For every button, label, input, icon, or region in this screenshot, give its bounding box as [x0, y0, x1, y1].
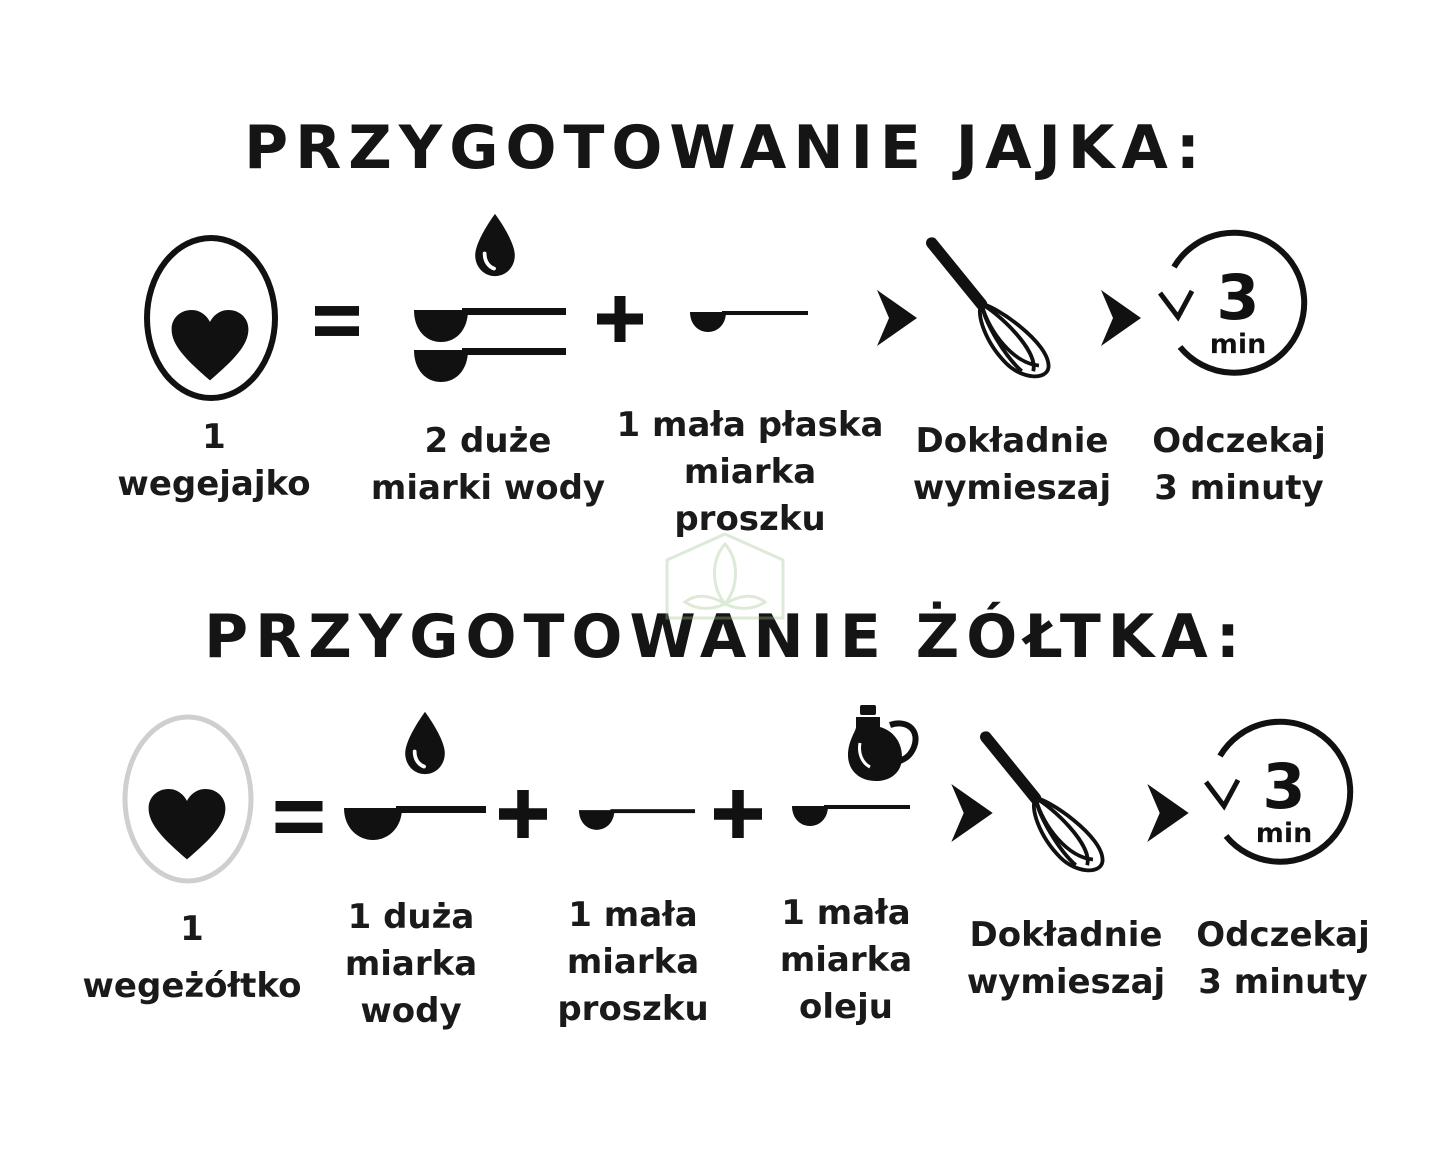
small-scoop-icon [790, 802, 912, 828]
timer-unit: min [1209, 329, 1267, 360]
plus-icon [714, 790, 762, 838]
timer-number: 3 [1216, 261, 1260, 334]
water-drop-icon [469, 212, 521, 278]
water-drop-icon [399, 710, 451, 776]
egg-heart-light-icon [120, 711, 256, 883]
small-scoop-icon [577, 806, 697, 832]
equals-icon [315, 306, 359, 336]
timer-3-min-icon [1198, 726, 1362, 870]
arrow-right-icon [1100, 290, 1142, 346]
timer-unit: min [1255, 818, 1313, 849]
egg-heart-icon [143, 232, 279, 400]
leaf-house-logo-watermark [663, 530, 787, 622]
egg-section-title: PRZYGOTOWANIE JAJKA: [244, 113, 1207, 183]
small-scoop-icon [688, 308, 810, 334]
whisk-icon [980, 730, 1114, 876]
step-label-powder: 1 mała miarka proszku [557, 895, 709, 1029]
large-scoop-icon [342, 804, 488, 842]
whisk-icon [926, 236, 1060, 382]
arrow-right-icon [876, 290, 918, 346]
plus-icon [597, 296, 643, 342]
step-label-oil: 1 mała miarka oleju [779, 893, 913, 1027]
step-label-water: 2 duże miarki wody [370, 421, 606, 508]
step-label-wegezoltko: 1 wegeżółtko [82, 909, 302, 1006]
step-label-mix: Dokładnie wymieszaj [912, 421, 1112, 508]
yolk-section-title: PRZYGOTOWANIE ŻÓŁTKA: [204, 602, 1247, 672]
arrow-right-icon [1146, 784, 1190, 842]
step-label-wegejajko: 1 wegejajko [117, 417, 311, 504]
oil-bottle-icon [846, 703, 922, 783]
step-label-water: 1 duża miarka wody [344, 897, 478, 1031]
step-label-powder: 1 mała płaska miarka proszku [616, 405, 884, 539]
two-large-scoops-icon [412, 306, 568, 382]
timer-3-min-icon [1152, 237, 1316, 381]
plus-icon [499, 790, 547, 838]
timer-number: 3 [1262, 750, 1306, 823]
step-label-wait: Odczekaj 3 minuty [1196, 915, 1370, 1002]
step-label-mix: Dokładnie wymieszaj [966, 915, 1166, 1002]
equals-icon [275, 801, 323, 833]
step-label-wait: Odczekaj 3 minuty [1152, 421, 1326, 508]
